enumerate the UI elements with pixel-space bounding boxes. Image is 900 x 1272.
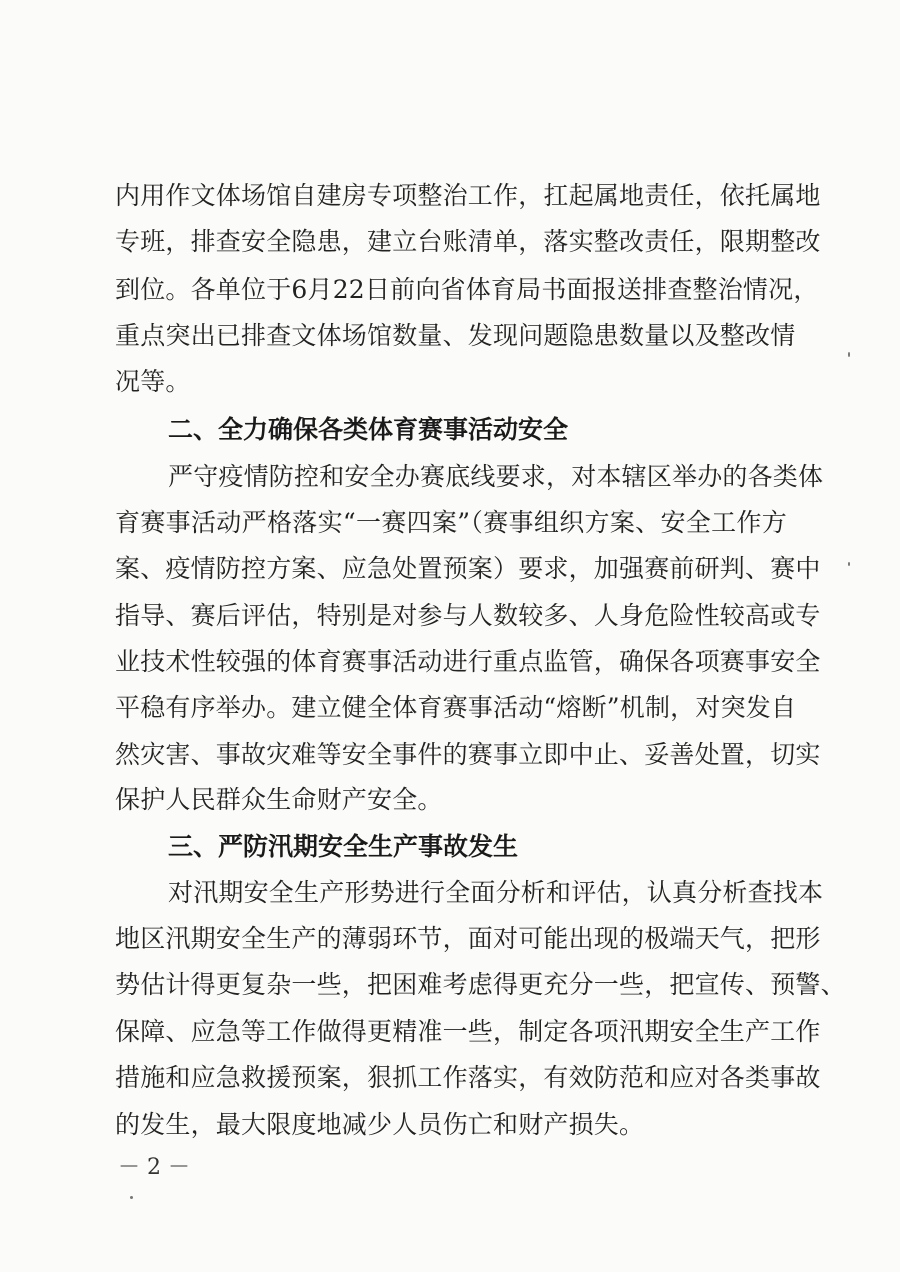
paragraph-line: 重点突出已排查文体场馆数量、发现问题隐患数量以及整改情 [115,321,796,350]
section-heading: 三、严防汛期安全生产事故发生 [168,832,519,861]
paragraph-line: 严守疫情防控和安全办赛底线要求，对本辖区举办的各类体 [168,462,824,491]
paragraph-line: 然灾害、事故灾难等安全事件的赛事立即中止、妥善处置，切实 [115,740,821,769]
scan-speck [848,352,850,357]
paragraph-line: 育赛事活动严格落实“一赛四案”（赛事组织方案、安全工作方 [115,508,787,537]
page-number: － 2 － [118,1155,190,1180]
paragraph-line: 指导、赛后评估，特别是对参与人数较多、人身危险性较高或专 [115,601,821,630]
paragraph-line: 案、疫情防控方案、应急处置预案）要求，加强赛前研判、赛中 [115,554,821,583]
paragraph-line: 势估计得更复杂一些，把困难考虑得更充分一些，把宣传、预警、 [115,970,846,999]
paragraph-line: 平稳有序举办。建立健全体育赛事活动“熔断”机制，对突发自 [115,693,797,722]
paragraph-line: 保障、应急等工作做得更精准一些，制定各项汛期安全生产工作 [115,1017,821,1046]
paragraph-line: 保护人民群众生命财产安全。 [115,785,443,814]
paragraph-line: 对汛期安全生产形势进行全面分析和评估，认真分析查找本 [168,878,824,907]
paragraph-line: 的发生，最大限度地减少人员伤亡和财产损失。 [115,1110,645,1139]
paragraph-line: 业技术性较强的体育赛事活动进行重点监管，确保各项赛事安全 [115,647,821,676]
paragraph-line: 专班，排查安全隐患，建立台账清单，落实整改责任，限期整改 [115,227,821,256]
paragraph-line: 措施和应急救援预案，狠抓工作落实，有效防范和应对各类事故 [115,1063,821,1092]
paragraph-line: 内用作文体场馆自建房专项整治工作，扛起属地责任，依托属地 [115,181,821,210]
paragraph-line: 地区汛期安全生产的薄弱环节，面对可能出现的极端天气，把形 [115,924,821,953]
section-heading: 二、全力确保各类体育赛事活动安全 [168,415,569,444]
scan-speck [848,562,850,566]
paragraph-line: 况等。 [115,367,191,396]
paragraph-line: 到位。各单位于6月22日前向省体育局书面报送排查整治情况， [115,275,819,304]
scan-speck [130,1196,133,1199]
